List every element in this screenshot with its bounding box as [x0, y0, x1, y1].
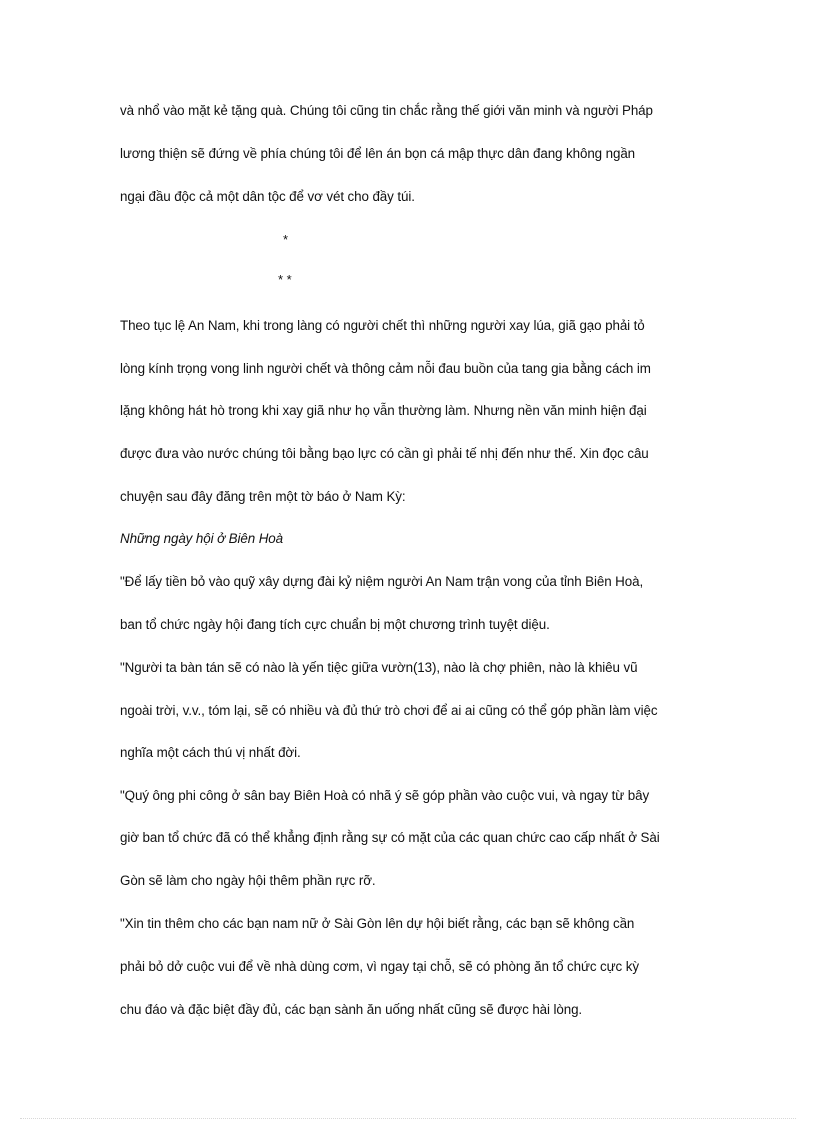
- quote1-line: ban tổ chức ngày hội đang tích cực chuẩn bị một chương trình tuyệt diệu.: [120, 617, 550, 632]
- quote4-line: "Xin tin thêm cho các bạn nam nữ ở Sài Gòn lên dự hội biết rằng, các bạn sẽ không cần: [120, 916, 635, 931]
- article-title: Những ngày hội ở Biên Hoà: [120, 531, 283, 546]
- quote2-line: "Người ta bàn tán sẽ có nào là yến tiệc giữa vườn(13), nào là chợ phiên, nào là khiêu vũ: [120, 660, 638, 675]
- quote3-line: Gòn sẽ làm cho ngày hội thêm phần rực rỡ.: [120, 873, 376, 888]
- section-separator-top: *: [283, 232, 289, 247]
- paragraph1-line: ngại đầu độc cả một dân tộc để vơ vét cho đầy túi.: [120, 189, 415, 204]
- quote4-line: chu đáo và đặc biệt đầy đủ, các bạn sành ăn uống nhất cũng sẽ được hài lòng.: [120, 1002, 583, 1017]
- page-bottom-divider: [20, 1118, 796, 1119]
- paragraph2-line: lòng kính trọng vong linh người chết và thông cảm nỗi đau buồn của tang gia bằng cách im: [120, 361, 651, 376]
- section-separator-bottom: * *: [278, 272, 292, 287]
- quote2-line: ngoài trời, v.v., tóm lại, sẽ có nhiều và đủ thứ trò chơi để ai ai cũng có thể góp phần làm việc: [120, 703, 658, 718]
- paragraph2-line: lặng không hát hò trong khi xay giã như họ vẫn thường làm. Nhưng nền văn minh hiện đại: [120, 403, 647, 418]
- paragraph1-line: lương thiện sẽ đứng về phía chúng tôi để lên án bọn cá mập thực dân đang không ngần: [120, 146, 636, 161]
- quote3-line: giờ ban tổ chức đã có thể khẳng định rằng sự có mặt của các quan chức cao cấp nhất ở Sài: [120, 830, 660, 845]
- paragraph2-line: chuyện sau đây đăng trên một tờ báo ở Nam Kỳ:: [120, 489, 406, 504]
- paragraph1-line: và nhổ vào mặt kẻ tặng quà. Chúng tôi cũng tin chắc rằng thế giới văn minh và người Pháp: [120, 103, 653, 118]
- paragraph2-line: được đưa vào nước chúng tôi bằng bạo lực có cần gì phải tế nhị đến như thế. Xin đọc câu: [120, 446, 649, 461]
- quote1-line: "Để lấy tiền bỏ vào quỹ xây dựng đài kỷ niệm người An Nam trận vong của tỉnh Biên Hoà,: [120, 574, 644, 589]
- quote4-line: phải bỏ dở cuộc vui để về nhà dùng cơm, vì ngay tại chỗ, sẽ có phòng ăn tổ chức cực kỳ: [120, 959, 639, 974]
- quote2-line: nghĩa một cách thú vị nhất đời.: [120, 745, 301, 760]
- paragraph2-line: Theo tục lệ An Nam, khi trong làng có người chết thì những người xay lúa, giã gạo phải tỏ: [120, 318, 645, 333]
- quote3-line: "Quý ông phi công ở sân bay Biên Hoà có nhã ý sẽ góp phần vào cuộc vui, và ngay từ bây: [120, 788, 650, 803]
